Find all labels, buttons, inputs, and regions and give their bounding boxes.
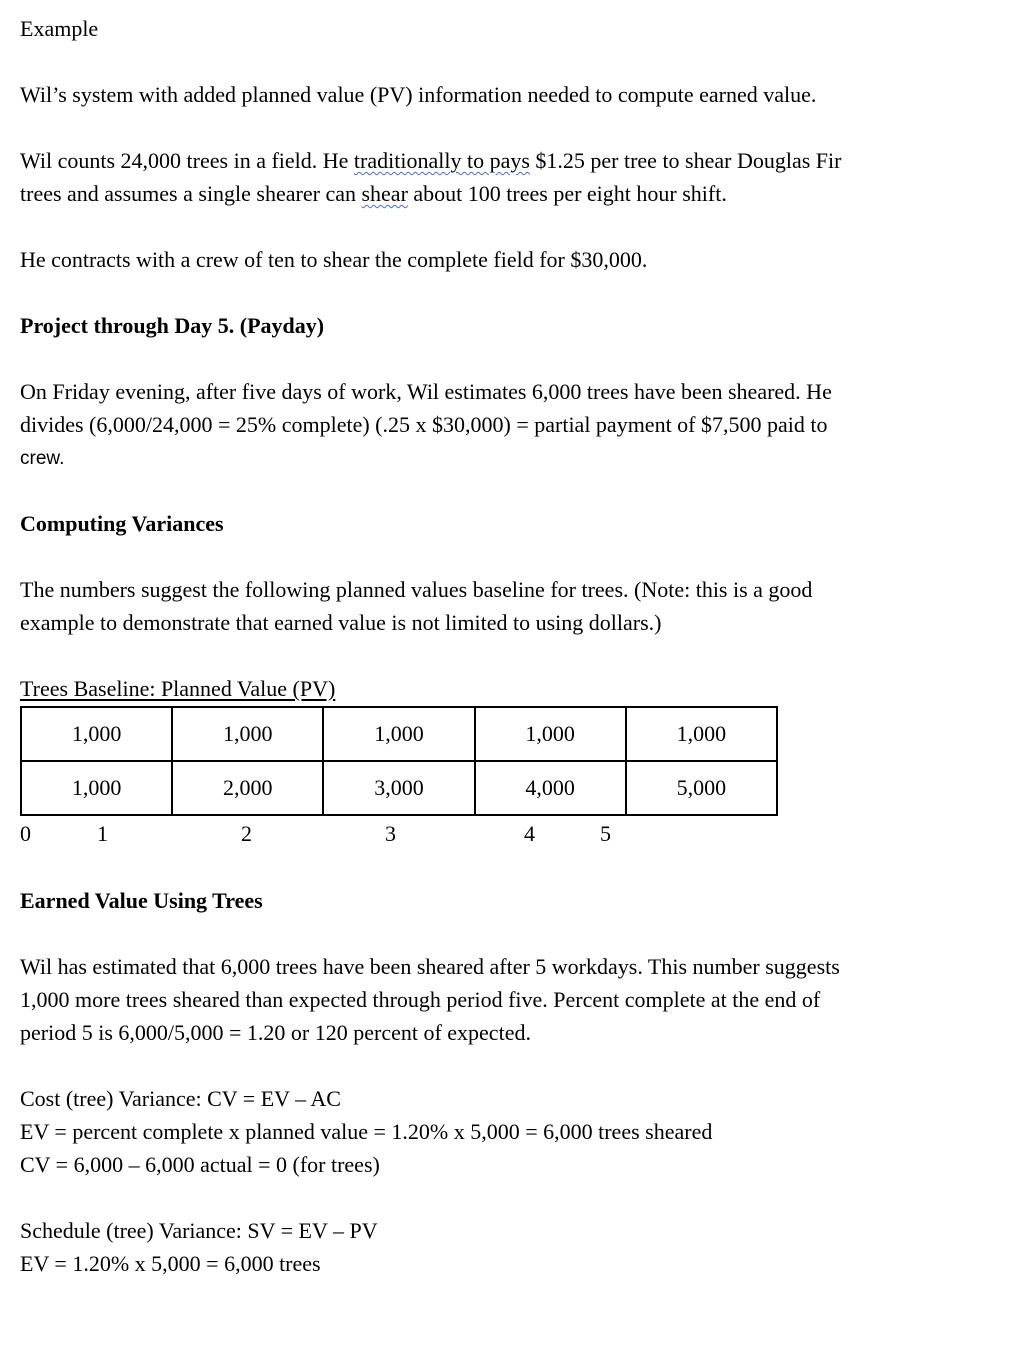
period-label: 2 bbox=[241, 821, 252, 846]
day5-line: On Friday evening, after five days of work, Wil estimates 6,000 trees have been sheared. He bbox=[20, 379, 832, 404]
grammar-flag[interactable]: traditionally to pays bbox=[353, 148, 530, 173]
table-cell: 1,000 bbox=[172, 707, 323, 761]
period-label: 5 bbox=[600, 821, 611, 846]
table-cell: 1,000 bbox=[475, 707, 626, 761]
earned-line: Wil has estimated that 6,000 trees have been sheared after 5 workdays. This number suggests bbox=[20, 954, 840, 979]
cost-variance-line: Cost (tree) Variance: CV = EV – AC bbox=[20, 1086, 341, 1111]
table-cell: 3,000 bbox=[323, 761, 474, 815]
table-cell: 5,000 bbox=[626, 761, 777, 815]
table-cell: 1,000 bbox=[626, 707, 777, 761]
table-cell: 4,000 bbox=[475, 761, 626, 815]
schedule-variance-line: Schedule (tree) Variance: SV = EV – PV bbox=[20, 1218, 378, 1243]
scenario-text: trees and assumes a single shearer can bbox=[20, 181, 362, 206]
variances-line: example to demonstrate that earned value is not limited to using dollars.) bbox=[20, 610, 662, 635]
earned-line: 1,000 more trees sheared than expected through period five. Percent complete at the end of bbox=[20, 987, 821, 1012]
table-row-cumulative bbox=[21, 761, 777, 815]
variances-line: The numbers suggest the following planned values baseline for trees. (Note: this is a good bbox=[20, 577, 813, 602]
scenario-text: Wil counts 24,000 trees in a field. He bbox=[20, 148, 354, 173]
earned-line: period 5 is 6,000/5,000 = 1.20 or 120 percent of expected. bbox=[20, 1020, 531, 1045]
cost-variance-line: CV = 6,000 – 6,000 actual = 0 (for trees) bbox=[20, 1152, 380, 1177]
scenario-text: about 100 trees per eight hour shift. bbox=[407, 181, 727, 206]
contract-paragraph: He contracts with a crew of ten to shear the complete field for $30,000. bbox=[20, 247, 648, 272]
table-cell: 1,000 bbox=[21, 707, 172, 761]
period-label: 4 bbox=[524, 821, 535, 846]
baseline-title: Trees Baseline: Planned Value (PV) bbox=[20, 676, 336, 701]
period-label: 3 bbox=[385, 821, 396, 846]
cost-variance-line: EV = percent complete x planned value = 1.20% x 5,000 = 6,000 trees sheared bbox=[20, 1119, 713, 1144]
day5-line: divides (6,000/24,000 = 25% complete) (.25 x $30,000) = partial payment of $7,500 paid to bbox=[20, 412, 828, 437]
day5-line: crew. bbox=[20, 448, 65, 469]
baseline-table bbox=[20, 706, 778, 816]
section-title-variances: Computing Variances bbox=[20, 511, 224, 536]
scenario-line-1 bbox=[20, 144, 841, 177]
scenario-text: $1.25 per tree to shear Douglas Fir bbox=[529, 148, 842, 173]
schedule-variance-line: EV = 1.20% x 5,000 = 6,000 trees bbox=[20, 1251, 321, 1276]
table-cell: 1,000 bbox=[323, 707, 474, 761]
period-label: 0 bbox=[20, 821, 31, 846]
intro-paragraph: Wil’s system with added planned value (PV) information needed to compute earned value. bbox=[20, 82, 817, 107]
scenario-line-2 bbox=[20, 177, 727, 210]
section-title-earned: Earned Value Using Trees bbox=[20, 888, 263, 913]
table-row-per-period bbox=[21, 707, 777, 761]
grammar-flag[interactable]: shear bbox=[361, 181, 408, 206]
document-heading: Example bbox=[20, 16, 99, 41]
table-cell: 2,000 bbox=[172, 761, 323, 815]
period-label: 1 bbox=[97, 821, 108, 846]
section-title-day5: Project through Day 5. (Payday) bbox=[20, 313, 325, 338]
table-cell: 1,000 bbox=[21, 761, 172, 815]
